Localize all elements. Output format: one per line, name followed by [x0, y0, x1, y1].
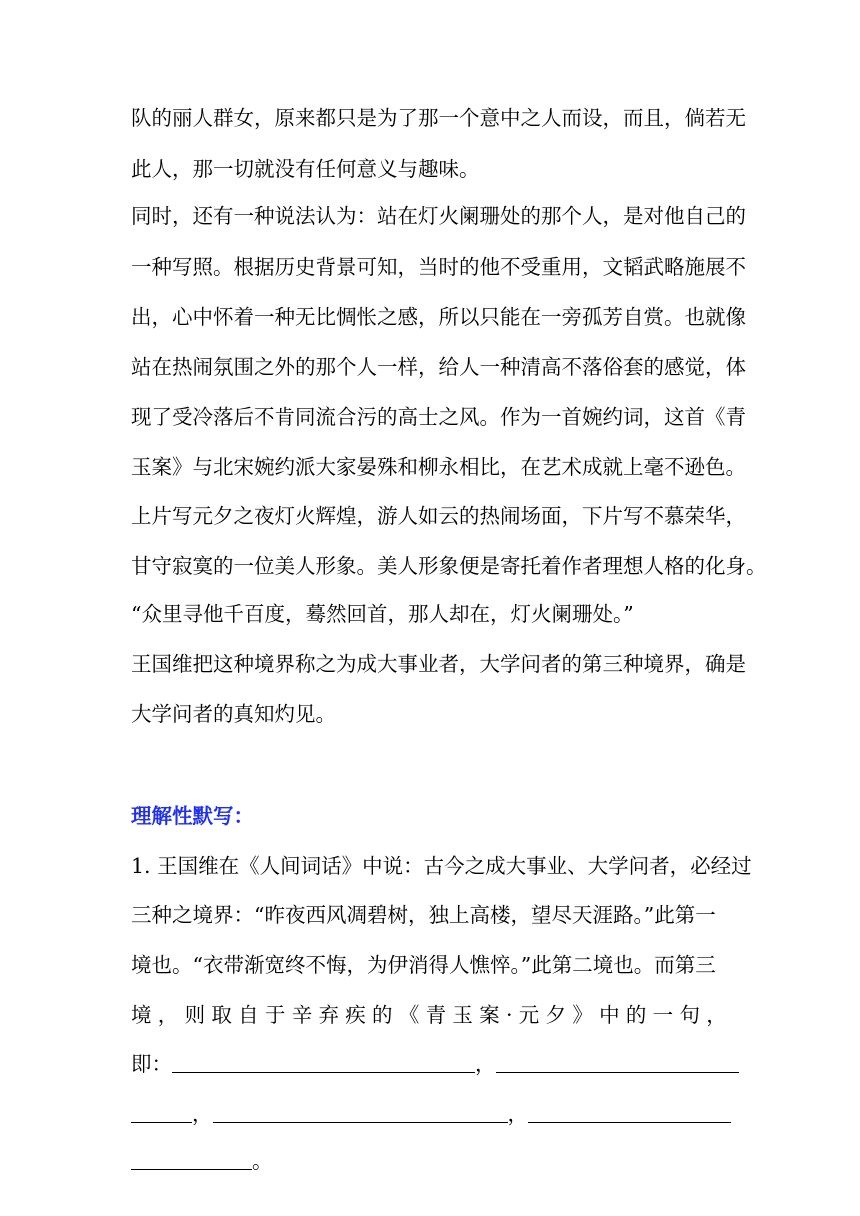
- answer-comma: ，: [507, 1102, 528, 1126]
- paragraph-line: 玉案》与北宋婉约派大家晏殊和柳永相比，在艺术成就上毫不逊色。: [131, 455, 746, 479]
- paragraph-line: 现了受冷落后不肯同流合污的高士之风。作为一首婉约词，这首《青: [131, 405, 746, 429]
- paragraph-line: 上片写元夕之夜灯火辉煌，游人如云的热闹场面，下片写不慕荣华，: [131, 504, 746, 528]
- question-char: 青: [425, 1003, 447, 1027]
- answer-line-2: [131, 1104, 751, 1125]
- answer-blank-1[interactable]: [172, 1071, 475, 1073]
- paragraph-line: 此人，那一切就没有任何意义与趣味。: [131, 157, 480, 181]
- paragraph-line: 队的丽人群女，原来都只是为了那一个意中之人而设，而且，倘若无: [131, 106, 746, 130]
- paragraph-line: 甘守寂寞的一位美人形象。美人形象便是寄托着作者理想人格的化身。: [131, 554, 767, 578]
- answer-line-3: [131, 1151, 751, 1172]
- answer-blank-2b[interactable]: [131, 1121, 192, 1123]
- section-heading: 理解性默写：: [131, 804, 254, 828]
- question-char: 疾: [345, 1003, 366, 1027]
- question-char: 的: [372, 1003, 393, 1027]
- answer-period: 。: [252, 1149, 273, 1173]
- paragraph-line: 同时，还有一种说法认为：站在灯火阑珊处的那个人，是对他自己的: [131, 204, 746, 228]
- question-line: 三种之境界：“昨夜西风凋碧树，独上高楼，望尽天涯路。”此第一: [131, 903, 716, 927]
- answer-blank-4b[interactable]: [131, 1168, 252, 1170]
- question-char: 则: [184, 1003, 206, 1027]
- question-char: 《: [398, 1003, 420, 1027]
- paragraph-line: 出，心中怀着一种无比惆怅之感，所以只能在一旁孤芳自赏。也就像: [131, 305, 746, 329]
- answer-comma: ，: [475, 1052, 496, 1076]
- question-char: 玉: [452, 1003, 473, 1027]
- question-justified-line: [131, 1005, 727, 1026]
- paragraph-line: 站在热闹氛围之外的那个人一样，给人一种清高不落俗套的感觉，体: [131, 355, 746, 379]
- answer-blank-3[interactable]: [213, 1121, 508, 1123]
- question-char: 取: [211, 1003, 232, 1027]
- question-char: 的: [625, 1003, 647, 1027]
- question-char: 中: [599, 1003, 620, 1027]
- answer-prefix: 即：: [131, 1052, 172, 1076]
- question-char: ，: [706, 1003, 727, 1027]
- question-char: 一: [652, 1003, 674, 1027]
- question-char: ·: [505, 1003, 513, 1027]
- answer-blank-2a[interactable]: [496, 1071, 739, 1073]
- answer-line-1: [131, 1054, 751, 1075]
- question-char: 》: [572, 1003, 593, 1027]
- question-char: 案: [479, 1003, 500, 1027]
- answer-comma: ，: [192, 1102, 213, 1126]
- question-char: 句: [679, 1003, 700, 1027]
- paragraph-line: 王国维把这种境界称之为成大事业者，大学问者的第三种境界，确是: [131, 652, 746, 676]
- paragraph-line: 大学问者的真知灼见。: [131, 702, 336, 726]
- question-char: 于: [264, 1003, 286, 1027]
- question-char: 自: [238, 1003, 259, 1027]
- quote-line: “众里寻他千百度，蓦然回首，那人却在，灯火阑珊处。”: [131, 602, 634, 626]
- question-char: ，: [157, 1003, 179, 1027]
- question-line: 1. 王国维在《人间词话》中说：古今之成大事业、大学问者，必经过: [131, 854, 752, 878]
- question-char: 辛: [291, 1003, 313, 1027]
- question-line: 境也。“衣带渐宽终不悔，为伊消得人憔悴。”此第二境也。而第三: [131, 953, 716, 977]
- question-char: 元: [518, 1003, 540, 1027]
- question-char: 夕: [545, 1003, 567, 1027]
- question-char: 境: [131, 1003, 152, 1027]
- question-char: 弃: [318, 1003, 339, 1027]
- answer-blank-4a[interactable]: [528, 1121, 731, 1123]
- paragraph-line: 一种写照。根据历史背景可知，当时的他不受重用，文韬武略施展不: [131, 255, 746, 279]
